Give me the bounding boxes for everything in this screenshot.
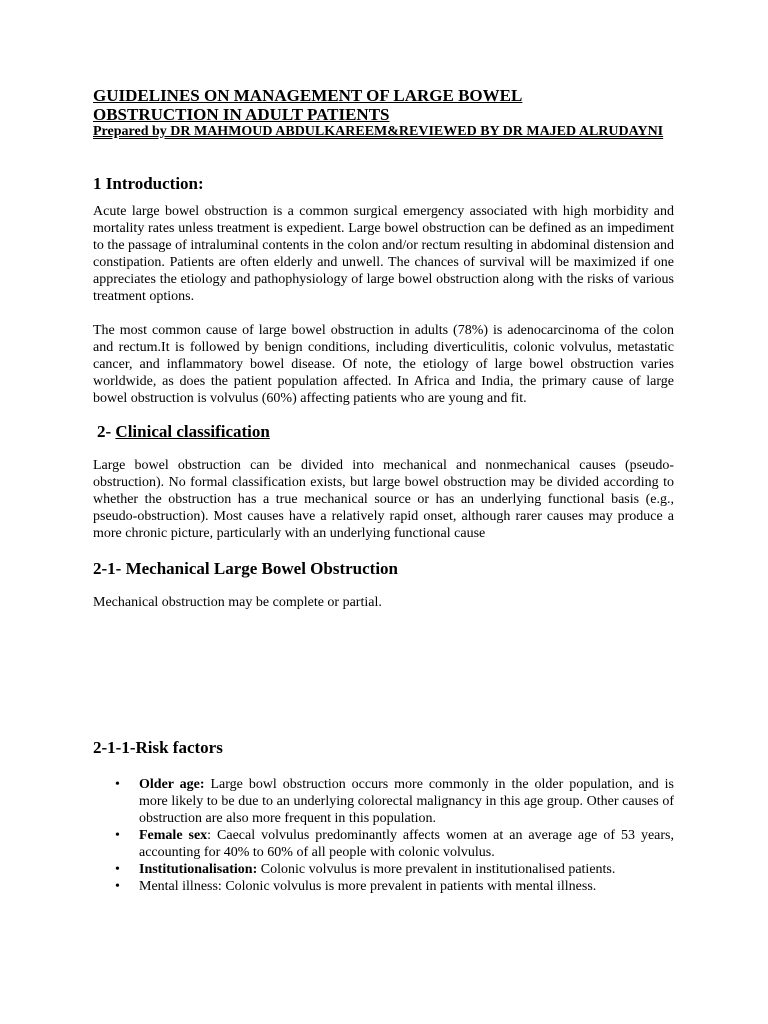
bullet-icon: • [115, 862, 120, 877]
list-item [93, 776, 674, 827]
risk-item-text: Mental illness: Colonic volvulus is more prevalent in patients with mental illness. [139, 879, 597, 894]
risk-item-text: : Caecal volvulus predominantly affects women at an average age of 53 years, accounting for 40% to 60% of all people with colonic volvulus. [139, 828, 674, 860]
list-item [93, 861, 674, 878]
mechanical-obstruction-heading: 2-1- Mechanical Large Bowel Obstruction [93, 559, 399, 578]
risk-item-label: Institutionalisation: [139, 862, 258, 877]
title-line-1: GUIDELINES ON MANAGEMENT OF LARGE BOWEL [93, 86, 523, 105]
byline: Prepared by DR MAHMOUD ABDULKAREEM&REVIEWED BY DR MAJED ALRUDAYNI [93, 124, 664, 139]
bullet-icon: • [115, 879, 120, 894]
mechanical-obstruction-paragraph: Mechanical obstruction may be complete or partial. [93, 595, 382, 610]
risk-factors-heading: 2-1-1-Risk factors [93, 738, 223, 757]
introduction-paragraph-2: The most common cause of large bowel obstruction in adults (78%) is adenocarcinoma of the colon and rectum.It is followed by benign conditions, including diverticulitis, colonic volvulus, metastatic cancer, and inflammatory bowel disease. Of note, the etiology of large bowel obstruction varies worldwide, as does the patient population affected. In Africa and India, the primary cause of large bowel obstruction is volvulus (60%) affecting patients who are young and fit. [93, 323, 674, 406]
risk-item-text: Colonic volvulus is more prevalent in institutionalised patients. [257, 862, 616, 877]
introduction-heading: 1 Introduction: [93, 174, 204, 193]
introduction-paragraph-1: Acute large bowel obstruction is a common surgical emergency associated with high morbidity and mortality rates unless treatment is expedient. Large bowel obstruction can be defined as an impediment to the passage of intraluminal contents in the colon and/or rectum resulting in abdominal distension and constipation. Patients are often elderly and unwell. The chances of survival will be maximized if one appreciates the etiology and pathophysiology of large bowel obstruction along with the risks of various treatment options. [93, 204, 674, 304]
bullet-icon: • [115, 777, 120, 792]
risk-factors-list [93, 776, 674, 895]
list-item [93, 827, 674, 861]
risk-item-label: Female sex [139, 828, 208, 843]
clinical-heading-number: 2- [97, 422, 116, 441]
risk-item-label: Older age: [139, 777, 205, 792]
clinical-classification-paragraph: Large bowel obstruction can be divided into mechanical and nonmechanical causes (pseudo-obstruction). No formal classification exists, but large bowel obstruction may be divided according to whether the obstruction has a true mechanical source or has an underlying functional basis (e.g., pseudo-obstruction). Most causes have a relatively rapid onset, although rarer causes may produce a more chronic picture, particularly with an underlying functional cause [93, 458, 674, 541]
clinical-heading-text: Clinical classification [115, 422, 270, 441]
title-line-2: OBSTRUCTION IN ADULT PATIENTS [93, 105, 390, 124]
clinical-classification-heading [93, 422, 674, 442]
document-title [93, 86, 674, 124]
list-item [93, 878, 674, 895]
bullet-icon: • [115, 828, 120, 843]
document-body [93, 86, 674, 895]
risk-item-text: Large bowl obstruction occurs more commonly in the older population, and is more likely to be due to an underlying colorectal malignancy in this age group. Other causes of obstruction are also more frequent in this population. [139, 777, 675, 826]
